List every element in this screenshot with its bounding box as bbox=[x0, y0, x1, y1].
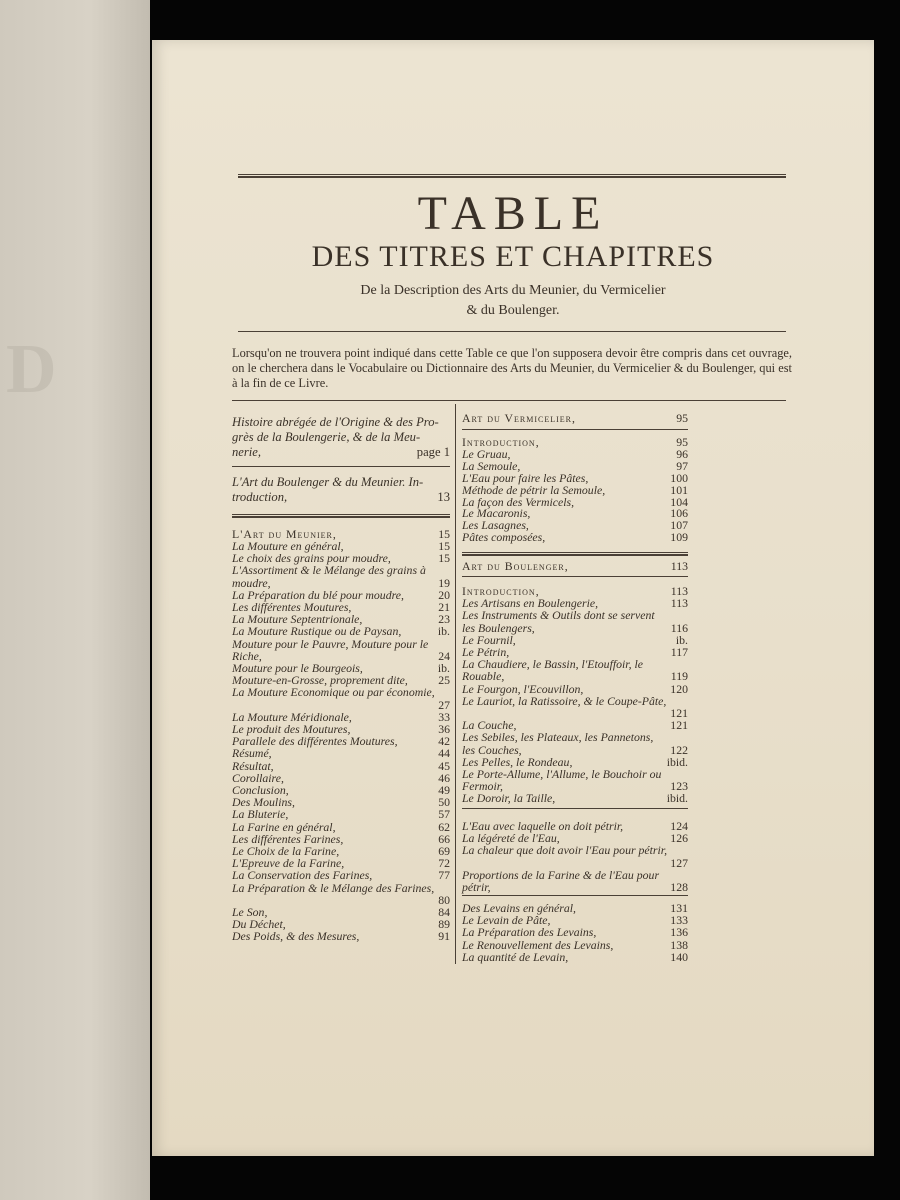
toc-entry: La Chaudiere, le Bassin, l'Etouffoir, le bbox=[462, 657, 644, 672]
toc-entry: La Conservation des Farines, bbox=[232, 868, 373, 883]
toc-entry: Proportions de la Farine & de l'Eau pour bbox=[462, 867, 660, 882]
toc-entry: pétrir, bbox=[462, 880, 491, 894]
toc-page-number: 140 bbox=[670, 949, 688, 964]
toc-page-number: 113 bbox=[670, 596, 688, 611]
toc-page-number: 80 bbox=[438, 892, 450, 907]
page-title: TABLE bbox=[417, 187, 609, 240]
toc-entry: Le Porte-Allume, l'Allume, le Bouchoir ou bbox=[462, 767, 662, 781]
toc-entry: les Couches, bbox=[462, 742, 522, 757]
toc-entry: La Préparation du blé pour moudre, bbox=[232, 587, 404, 602]
toc-entry-histoire: grès de la Boulengerie, & de la Meu- bbox=[232, 430, 421, 444]
toc-page-number: 15 bbox=[438, 551, 450, 566]
toc-page-number: 46 bbox=[438, 770, 450, 785]
toc-page-number: 136 bbox=[670, 925, 688, 940]
toc-entry: La Mouture Rustique ou de Paysan, bbox=[232, 624, 402, 639]
toc-page-number: 50 bbox=[438, 795, 450, 810]
toc-entry: Le choix des grains pour moudre, bbox=[232, 551, 391, 566]
toc-entry: Introduction, bbox=[462, 435, 540, 449]
toc-entry: La Préparation & le Mélange des Farines, bbox=[232, 880, 435, 895]
toc-entry: Les différentes Moutures, bbox=[232, 600, 352, 614]
note-rule bbox=[232, 400, 786, 401]
toc-page-number: 45 bbox=[438, 758, 450, 773]
toc-page-number: 100 bbox=[670, 470, 688, 485]
toc-page-number: 27 bbox=[438, 697, 450, 712]
toc-entry: L'Art du Meunier, bbox=[232, 527, 337, 541]
toc-page-number: 49 bbox=[438, 783, 450, 797]
toc-entry: Les différentes Farines, bbox=[232, 831, 344, 846]
toc-entry: Résultat, bbox=[232, 758, 274, 773]
toc-page-number: 116 bbox=[670, 620, 688, 635]
page-subtitle: DES TITRES ET CHAPITRES bbox=[311, 240, 715, 273]
toc-page-number: 20 bbox=[438, 587, 450, 602]
section-rule bbox=[232, 466, 450, 467]
toc-entry: La chaleur que doit avoir l'Eau pour pétrir, bbox=[462, 843, 668, 858]
toc-page-number: 120 bbox=[670, 681, 688, 696]
toc-page-number: 133 bbox=[670, 913, 688, 928]
toc-entry: Le produit des Moutures, bbox=[232, 722, 351, 736]
section-double-rule bbox=[232, 514, 450, 518]
toc-page-number: 77 bbox=[438, 868, 450, 883]
toc-page-number: ibid. bbox=[666, 791, 688, 806]
toc-page-number: ib. bbox=[675, 632, 688, 647]
toc-entry-histoire: Histoire abrégée de l'Origine & des Pro- bbox=[232, 415, 439, 429]
section-rule bbox=[462, 808, 688, 809]
toc-page-number: 109 bbox=[670, 530, 688, 545]
toc-entry: L'Epreuve de la Farine, bbox=[232, 856, 345, 871]
toc-page-number: 95 bbox=[676, 435, 688, 449]
toc-entry: Des Levains en général, bbox=[462, 901, 577, 915]
toc-entry: Parallele des différentes Moutures, bbox=[232, 734, 398, 749]
toc-entry: Les Instruments & Outils dont se servent bbox=[462, 608, 655, 623]
toc-page-number: page 1 bbox=[416, 445, 450, 459]
toc-page-number: 106 bbox=[670, 506, 688, 521]
toc-entry: moudre, bbox=[232, 575, 271, 590]
toc-page-number: 128 bbox=[670, 880, 688, 894]
toc-entry: La quantité de Levain, bbox=[462, 949, 569, 964]
toc-page-number: 42 bbox=[438, 734, 450, 749]
toc-entry: Le Choix de la Farine, bbox=[232, 844, 340, 858]
toc-page-number: 21 bbox=[438, 600, 450, 614]
toc-entry: Le Fournil, bbox=[462, 632, 516, 647]
toc-page-number: 23 bbox=[438, 612, 450, 627]
toc-entry: La Couche, bbox=[462, 718, 517, 733]
top-double-rule bbox=[238, 174, 786, 178]
toc-page-number: 96 bbox=[676, 446, 688, 461]
toc-page-number: 107 bbox=[670, 518, 688, 533]
toc-page-number: 95 bbox=[676, 411, 688, 425]
toc-entry: Des Moulins, bbox=[232, 795, 295, 810]
toc-page-number: 138 bbox=[670, 937, 688, 952]
toc-page-number: 113 bbox=[670, 584, 688, 598]
toc-entry: L'Eau avec laquelle on doit pétrir, bbox=[462, 819, 624, 833]
toc-page-number: 66 bbox=[438, 831, 450, 846]
toc-entry: Corollaire, bbox=[232, 770, 284, 785]
toc-page-number: 33 bbox=[438, 709, 450, 724]
toc-page-number: 89 bbox=[438, 917, 450, 932]
toc-entry: La Mouture Méridionale, bbox=[232, 709, 352, 724]
toc-entry: La Semoule, bbox=[462, 458, 521, 473]
toc-page-number: 24 bbox=[438, 648, 450, 663]
toc-entry: Du Déchet, bbox=[232, 917, 286, 932]
toc-entry-histoire: nerie, bbox=[232, 445, 262, 459]
bleed-through-ghost: D bbox=[6, 331, 57, 408]
toc-entry: La légéreté de l'Eau, bbox=[462, 831, 560, 846]
toc-entry: La Mouture Economique ou par économie, bbox=[232, 685, 435, 700]
toc-page-number: 13 bbox=[437, 490, 450, 504]
toc-entry: Le Doroir, la Taille, bbox=[462, 791, 556, 806]
toc-page-number: 36 bbox=[438, 722, 450, 736]
toc-page-number: 101 bbox=[670, 482, 688, 497]
toc-entry: La Mouture en général, bbox=[232, 539, 344, 553]
toc-entry: Le Gruau, bbox=[462, 446, 511, 461]
toc-page-number: 117 bbox=[670, 645, 688, 659]
toc-page-number: 44 bbox=[438, 746, 450, 761]
toc-entry: Mouture pour le Pauvre, Mouture pour le bbox=[232, 636, 429, 651]
toc-entry: La Bluterie, bbox=[232, 807, 289, 822]
toc-page-number: 121 bbox=[670, 706, 688, 720]
toc-entry: Méthode de pétrir la Semoule, bbox=[462, 482, 606, 497]
toc-entry: les Boulengers, bbox=[462, 620, 535, 635]
column-separator bbox=[455, 404, 456, 964]
toc-entry: Introduction, bbox=[462, 584, 540, 598]
book-page bbox=[152, 40, 874, 1156]
toc-entry: Rouable, bbox=[462, 669, 505, 684]
toc-entry: La façon des Vermicels, bbox=[462, 494, 575, 509]
toc-page-number: 57 bbox=[438, 807, 450, 822]
toc-entry: L'Eau pour faire les Pâtes, bbox=[462, 470, 589, 485]
toc-entry: Fermoir, bbox=[462, 779, 503, 794]
toc-page-number: 121 bbox=[670, 718, 688, 733]
toc-entry: Conclusion, bbox=[232, 783, 289, 797]
toc-page-number: ibid. bbox=[666, 754, 688, 769]
toc-page-number: 91 bbox=[438, 929, 450, 944]
toc-entry: La Préparation des Levains, bbox=[462, 925, 597, 940]
section-double-rule bbox=[462, 552, 688, 556]
toc-entry-art-boulenger: troduction, bbox=[232, 490, 288, 504]
title-description-line1: De la Description des Arts du Meunier, du Vermicelier bbox=[360, 283, 666, 298]
toc-entry: Les Pelles, le Rondeau, bbox=[462, 754, 573, 769]
toc-page-number: ib. bbox=[437, 624, 450, 639]
toc-entry: Résumé, bbox=[232, 746, 272, 761]
previous-page-edge bbox=[0, 0, 150, 1200]
toc-entry: Les Sebiles, les Plateaux, les Pannetons, bbox=[462, 730, 654, 745]
toc-entry: Pâtes composées, bbox=[462, 530, 546, 545]
section-rule bbox=[462, 429, 688, 430]
toc-page-number: ib. bbox=[437, 661, 450, 675]
toc-entry: Le Pétrin, bbox=[462, 645, 510, 659]
toc-entry: Les Artisans en Boulengerie, bbox=[462, 596, 599, 611]
toc-entry: Le Lauriot, la Ratissoire, & le Coupe-Pâte, bbox=[462, 693, 667, 708]
toc-page-number: 122 bbox=[670, 742, 688, 757]
toc-page-number: 15 bbox=[438, 527, 450, 541]
toc-entry: Art du Boulenger, bbox=[462, 559, 569, 573]
toc-entry: Le Fourgon, l'Ecouvillon, bbox=[462, 681, 584, 696]
toc-entry: Le Macaronis, bbox=[462, 506, 531, 521]
toc-entry: La Mouture Septentrionale, bbox=[232, 612, 363, 627]
toc-entry-art-boulenger: L'Art du Boulenger & du Meunier. In- bbox=[232, 475, 424, 489]
toc-page-number: 19 bbox=[438, 575, 450, 590]
title-description-line2: & du Boulenger. bbox=[466, 303, 560, 318]
toc-entry: Mouture pour le Bourgeois, bbox=[232, 661, 363, 675]
toc-page-number: 119 bbox=[670, 669, 688, 684]
toc-entry: L'Assortiment & le Mélange des grains à bbox=[232, 563, 426, 578]
section-rule bbox=[462, 895, 688, 896]
toc-entry: La Farine en général, bbox=[232, 819, 336, 834]
toc-page-number: 72 bbox=[438, 856, 450, 871]
toc-entry: Le Son, bbox=[232, 905, 268, 919]
toc-page-number: 113 bbox=[670, 559, 688, 573]
toc-page-number: 69 bbox=[438, 844, 450, 858]
section-rule bbox=[462, 576, 688, 577]
toc-page-number: 15 bbox=[438, 539, 450, 553]
toc-entry: Art du Vermicelier, bbox=[462, 411, 576, 425]
toc-page-number: 84 bbox=[438, 905, 450, 919]
toc-page-number: 126 bbox=[670, 831, 688, 846]
toc-entry: Le Levain de Pâte, bbox=[462, 913, 551, 928]
intro-note: Lorsqu'on ne trouvera point indiqué dans cette Table ce que l'on supposera devoir être compris dans cet ouvrage, on le cherchera dans le Vocabulaire ou Dictionnaire des Arts du Meunier, du Vermicelier & du Boulenger, qui est à la fin de ce Livre. bbox=[232, 346, 792, 390]
toc-page-number: 104 bbox=[670, 494, 688, 509]
toc-page-number: 25 bbox=[438, 673, 450, 688]
toc-entry: Le Renouvellement des Levains, bbox=[462, 937, 614, 952]
toc-entry: Mouture-en-Grosse, proprement dite, bbox=[232, 673, 408, 688]
toc-page-number: 97 bbox=[676, 458, 688, 473]
toc-entry: Les Lasagnes, bbox=[462, 518, 529, 533]
toc-page-number: 131 bbox=[670, 901, 688, 915]
title-rule bbox=[238, 331, 786, 332]
toc-page-number: 127 bbox=[670, 855, 688, 870]
toc-page-number: 124 bbox=[670, 819, 688, 833]
toc-page-number: 62 bbox=[438, 819, 450, 834]
toc-entry: Riche, bbox=[232, 648, 262, 663]
toc-page-number: 123 bbox=[670, 779, 688, 794]
toc-entry: Des Poids, & des Mesures, bbox=[232, 929, 360, 944]
